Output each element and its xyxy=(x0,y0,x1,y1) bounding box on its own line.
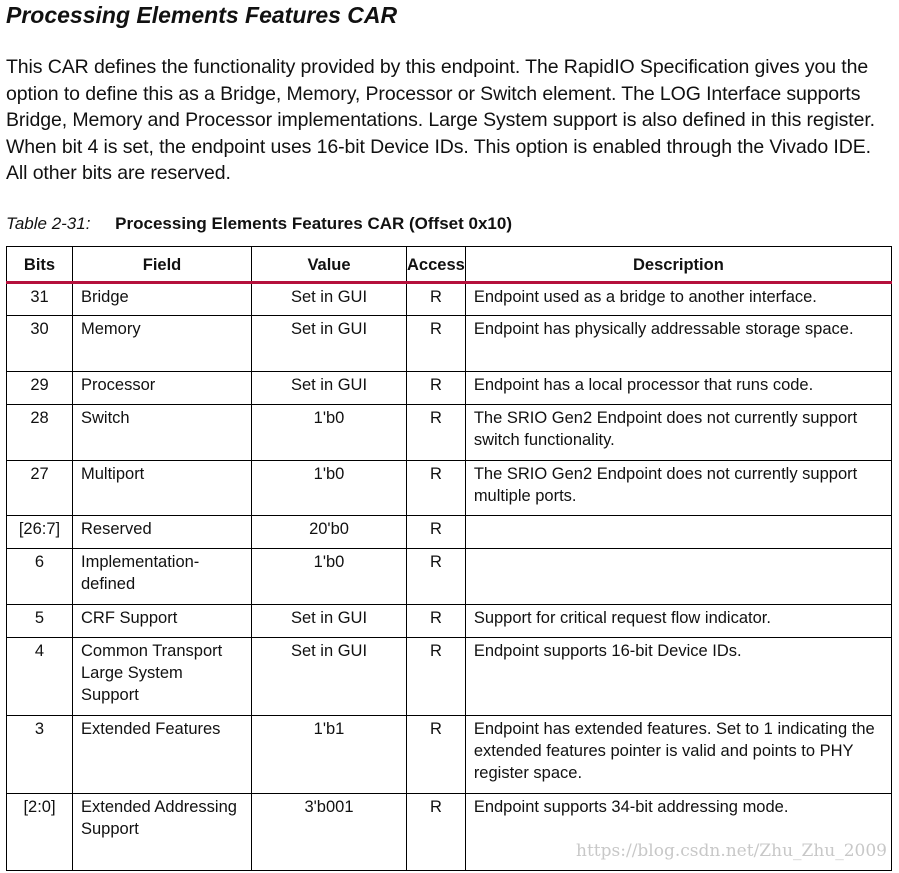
cell-value: 1'b0 xyxy=(252,405,407,461)
cell-bits: 28 xyxy=(7,405,73,461)
table-row xyxy=(7,316,892,372)
header-access: Access xyxy=(407,247,466,283)
section-title: Processing Elements Features CAR xyxy=(6,2,398,28)
cell-value: 1'b1 xyxy=(252,716,407,794)
table-caption xyxy=(6,214,512,234)
cell-field: Extended Features xyxy=(73,716,252,794)
cell-access: R xyxy=(407,461,466,516)
cell-access: R xyxy=(407,605,466,638)
cell-description: Endpoint supports 16-bit Device IDs. xyxy=(465,638,891,716)
cell-field: Switch xyxy=(73,405,252,461)
cell-description xyxy=(465,549,891,605)
cell-description: Endpoint supports 34-bit addressing mode. xyxy=(465,794,891,871)
cell-value: Set in GUI xyxy=(252,372,407,405)
cell-access: R xyxy=(407,794,466,871)
cell-field: Common Transport Large System Support xyxy=(73,638,252,716)
cell-field: CRF Support xyxy=(73,605,252,638)
table-row xyxy=(7,516,892,549)
cell-value: Set in GUI xyxy=(252,316,407,372)
cell-field: Extended Addressing Support xyxy=(73,794,252,871)
cell-access: R xyxy=(407,549,466,605)
cell-bits: 5 xyxy=(7,605,73,638)
cell-field: Reserved xyxy=(73,516,252,549)
cell-bits: [26:7] xyxy=(7,516,73,549)
cell-description xyxy=(465,516,891,549)
header-field: Field xyxy=(73,247,252,283)
cell-bits: 4 xyxy=(7,638,73,716)
table-row xyxy=(7,405,892,461)
cell-bits: [2:0] xyxy=(7,794,73,871)
cell-bits: 6 xyxy=(7,549,73,605)
table-row xyxy=(7,372,892,405)
header-description: Description xyxy=(465,247,891,283)
header-bits: Bits xyxy=(7,247,73,283)
cell-access: R xyxy=(407,638,466,716)
cell-field: Memory xyxy=(73,316,252,372)
cell-field: Bridge xyxy=(73,283,252,316)
table-body xyxy=(7,283,892,871)
cell-description: Endpoint has a local processor that runs code. xyxy=(465,372,891,405)
cell-value: Set in GUI xyxy=(252,605,407,638)
cell-bits: 30 xyxy=(7,316,73,372)
cell-access: R xyxy=(407,316,466,372)
cell-description: Endpoint used as a bridge to another interface. xyxy=(465,283,891,316)
table-row xyxy=(7,549,892,605)
cell-access: R xyxy=(407,405,466,461)
cell-value: Set in GUI xyxy=(252,283,407,316)
cell-value: 1'b0 xyxy=(252,461,407,516)
cell-bits: 29 xyxy=(7,372,73,405)
cell-field: Multiport xyxy=(73,461,252,516)
cell-access: R xyxy=(407,516,466,549)
cell-bits: 31 xyxy=(7,283,73,316)
table-row xyxy=(7,461,892,516)
cell-value: 1'b0 xyxy=(252,549,407,605)
cell-value: 20'b0 xyxy=(252,516,407,549)
table-row xyxy=(7,638,892,716)
cell-description: The SRIO Gen2 Endpoint does not currently support multiple ports. xyxy=(465,461,891,516)
table-row xyxy=(7,605,892,638)
intro-paragraph: This CAR defines the functionality provided by this endpoint. The RapidIO Specification gives you the option to define this as a Bridge, Memory, Processor or Switch element. The LOG Interface supports Bridge, Memory and Processor implementations. Large System support is also defined in this register. When bit 4 is set, the endpoint uses 16-bit Device IDs. This option is enabled through the Vivado IDE. All other bits are reserved. xyxy=(6,56,875,184)
register-table xyxy=(6,246,892,871)
cell-description: The SRIO Gen2 Endpoint does not currently support switch functionality. xyxy=(465,405,891,461)
cell-value: Set in GUI xyxy=(252,638,407,716)
cell-description: Endpoint has extended features. Set to 1 indicating the extended features pointer is valid and points to PHY register space. xyxy=(465,716,891,794)
cell-access: R xyxy=(407,716,466,794)
table-header-row xyxy=(7,247,892,283)
table-caption-text: Processing Elements Features CAR (Offset 0x10) xyxy=(115,214,512,233)
table-row xyxy=(7,716,892,794)
cell-bits: 3 xyxy=(7,716,73,794)
cell-description: Support for critical request flow indicator. xyxy=(465,605,891,638)
cell-access: R xyxy=(407,283,466,316)
watermark: https://blog.csdn.net/Zhu_Zhu_2009 xyxy=(576,841,887,861)
cell-description: Endpoint has physically addressable storage space. xyxy=(465,316,891,372)
cell-bits: 27 xyxy=(7,461,73,516)
cell-field: Implementation-defined xyxy=(73,549,252,605)
header-value: Value xyxy=(252,247,407,283)
cell-access: R xyxy=(407,372,466,405)
cell-field: Processor xyxy=(73,372,252,405)
table-number: Table 2-31: xyxy=(6,214,91,233)
cell-value: 3'b001 xyxy=(252,794,407,871)
table-row xyxy=(7,283,892,316)
